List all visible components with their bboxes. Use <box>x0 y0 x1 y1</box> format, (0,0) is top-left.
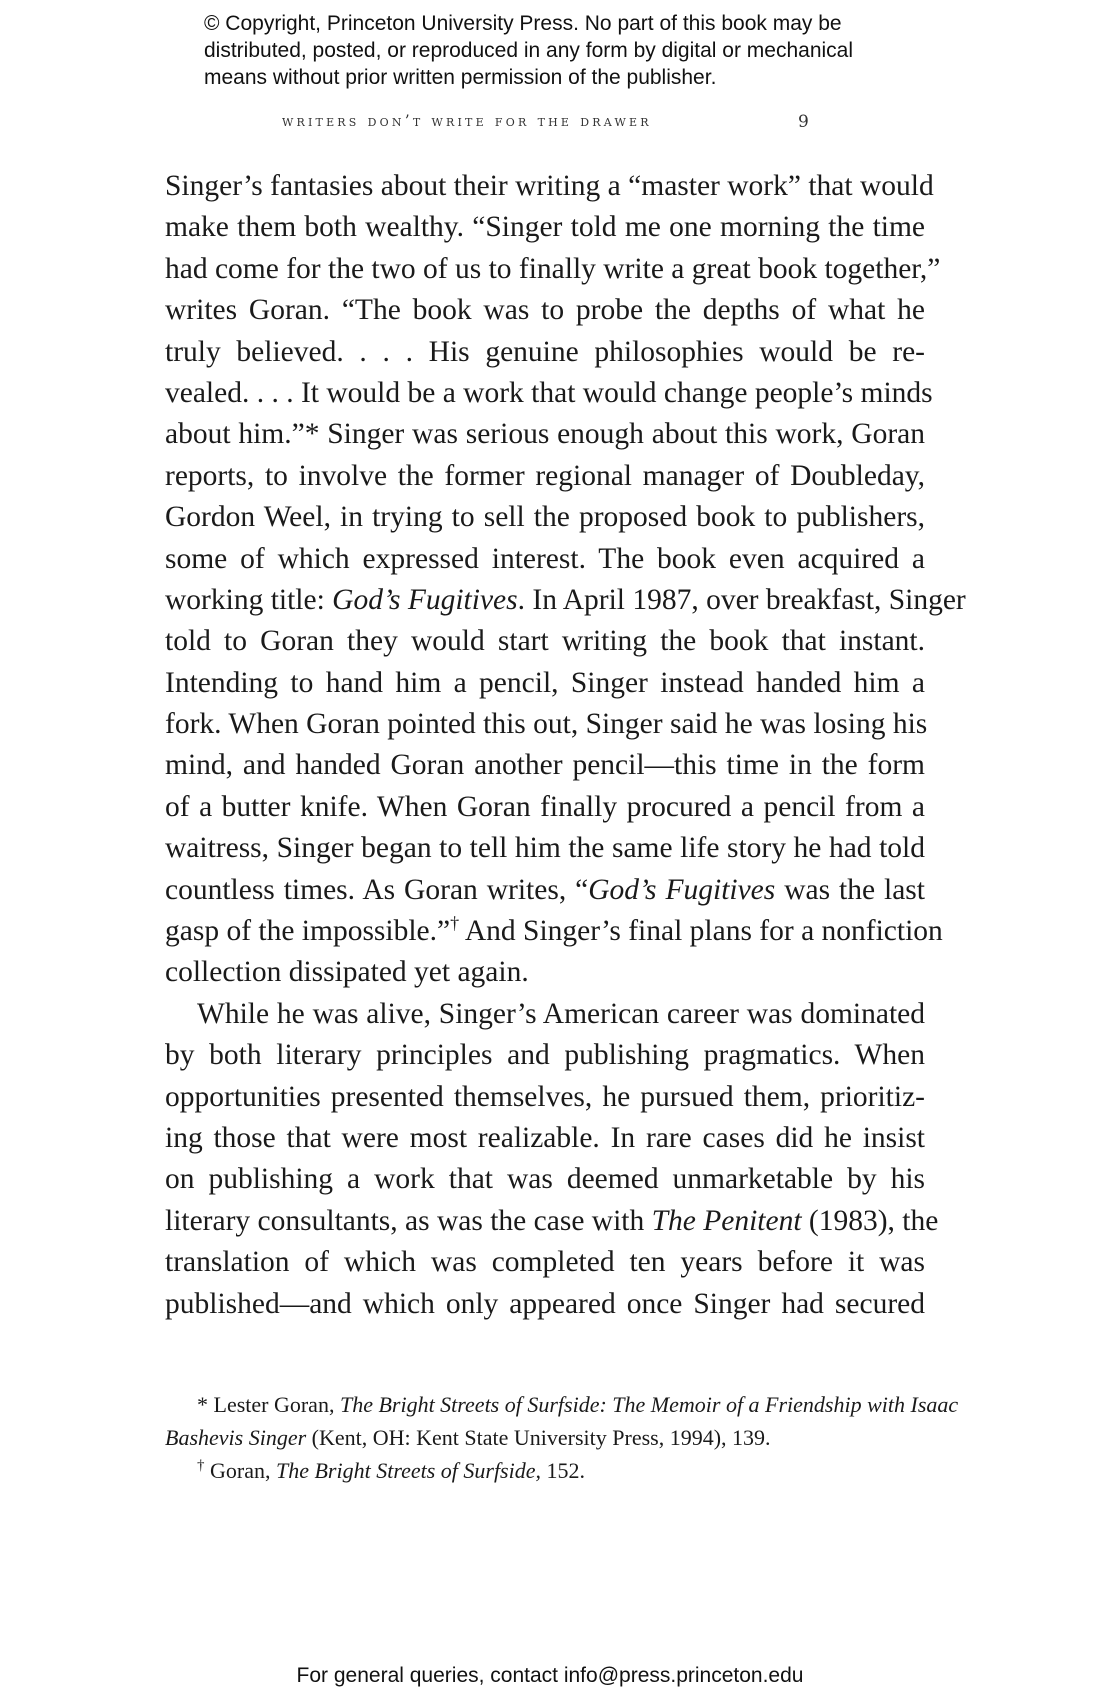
footnote-title: The Bright Streets of Surfside, <box>275 1458 541 1483</box>
footnote-title: Bashevis Singer <box>165 1425 307 1450</box>
text-line <box>165 580 966 621</box>
footnote-1-line <box>165 1388 959 1421</box>
text-line: translation of which was completed ten years before it was <box>165 1246 925 1279</box>
text-line: Gordon Weel, in trying to sell the proposed book to publishers, <box>165 501 925 534</box>
footnote-marker-dagger: † <box>197 1457 205 1474</box>
text-segment: . In April 1987, over breakfast, Singer <box>517 583 966 616</box>
text-line: ing those that were most realizable. In rare cases did he insist <box>165 1121 925 1154</box>
text-line: published—and which only appeared once Singer had secured <box>165 1287 925 1320</box>
footnote-marker-dagger: † <box>450 913 460 934</box>
footnote-1-line <box>165 1421 925 1454</box>
footnote-author: Goran, <box>204 1458 276 1483</box>
text-line: waitress, Singer began to tell him the same life story he had told <box>165 832 925 865</box>
running-head: writers don’t write for the drawer <box>282 112 652 130</box>
text-line: Intending to hand him a pencil, Singer instead handed him a <box>165 666 925 699</box>
text-segment: literary consultants, as was the case with <box>165 1204 652 1237</box>
text-line <box>165 1201 939 1242</box>
copyright-line: distributed, posted, or reproduced in any form by digital or mechanical <box>204 39 854 62</box>
text-line: told to Goran they would start writing the book that instant. <box>165 625 925 658</box>
footnote-citation: 152. <box>541 1458 585 1483</box>
text-line: some of which expressed interest. The book even acquired a <box>165 542 925 575</box>
footnote-marker-asterisk: * <box>197 1392 214 1417</box>
text-segment: And Singer’s final plans for a nonfiction <box>459 915 943 948</box>
text-line: had come for the two of us to finally write a great book together,” <box>165 252 941 285</box>
text-segment: was the last <box>775 873 925 906</box>
footnote-title: The Bright Streets of Surfside: The Memoir of a Friendship with Isaac <box>339 1392 959 1417</box>
footnote-author: Lester Goran, <box>213 1392 340 1417</box>
book-title: God’s Fugitives <box>588 873 776 906</box>
text-line: on publishing a work that was deemed unmarketable by his <box>165 1163 925 1196</box>
text-line <box>165 911 943 952</box>
text-line: While he was alive, Singer’s American career was dominated <box>197 997 925 1030</box>
text-line: Singer’s fantasies about their writing a “master work” that would <box>165 170 934 202</box>
copyright-line: © Copyright, Princeton University Press. No part of this book may be <box>204 12 842 35</box>
text-line: by both literary principles and publishing pragmatics. When <box>165 1039 925 1072</box>
text-segment: working title: <box>165 583 333 616</box>
text-line: opportunities presented themselves, he pursued them, prioritiz- <box>165 1080 925 1113</box>
text-line: fork. When Goran pointed this out, Singer said he was losing his <box>165 708 928 741</box>
text-line: reports, to involve the former regional manager of Doubleday, <box>165 459 925 492</box>
body-text <box>165 166 966 1325</box>
footnotes <box>165 1388 959 1487</box>
page-number: 9 <box>798 112 809 132</box>
copyright-line: means without prior written permission of the publisher. <box>204 66 717 89</box>
text-segment: (1983), the <box>801 1204 939 1237</box>
footnote-2-line <box>165 1454 925 1487</box>
text-line: mind, and handed Goran another pencil—this time in the form <box>165 749 925 782</box>
text-line: make them both wealthy. “Singer told me one morning the time <box>165 211 925 244</box>
text-line <box>165 870 925 911</box>
text-line: writes Goran. “The book was to probe the depths of what he <box>165 294 925 327</box>
text-line: truly believed. . . . His genuine philosophies would be re- <box>165 335 925 368</box>
book-title: The Penitent <box>651 1204 802 1237</box>
text-segment: gasp of the impossible.” <box>165 915 451 948</box>
book-title: God’s Fugitives <box>332 583 518 616</box>
text-line: vealed. . . . It would be a work that would change people’s minds <box>165 376 933 409</box>
text-line: of a butter knife. When Goran finally procured a pencil from a <box>165 790 925 823</box>
text-line: about him.”* Singer was serious enough about this work, Goran <box>165 418 925 451</box>
copyright-notice <box>204 10 924 91</box>
contact-info: For general queries, contact info@press.princeton.edu <box>296 1664 804 1687</box>
text-line: collection dissipated yet again. <box>165 956 529 989</box>
footnote-citation: (Kent, OH: Kent State University Press, 1994), 139. <box>306 1425 771 1450</box>
text-segment: countless times. As Goran writes, “ <box>165 873 589 906</box>
